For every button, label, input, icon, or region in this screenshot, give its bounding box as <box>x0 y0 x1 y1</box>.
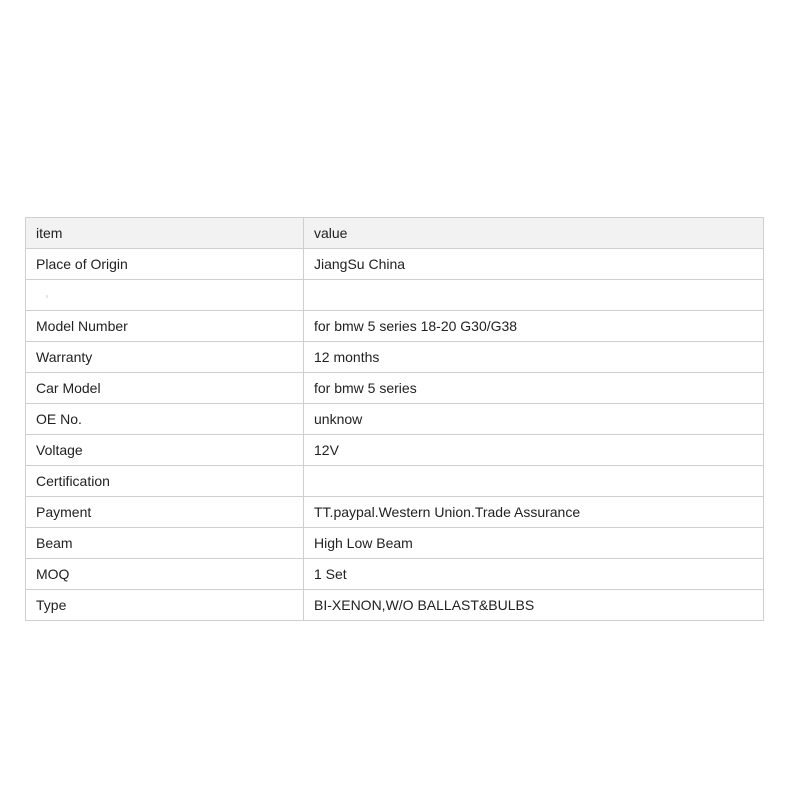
item-cell <box>26 280 304 311</box>
table-row <box>26 590 764 621</box>
value-cell: 1 Set <box>304 559 764 590</box>
faint-mark <box>46 295 48 298</box>
table-row <box>26 373 764 404</box>
table-row <box>26 435 764 466</box>
value-cell: TT.paypal.Western Union.Trade Assurance <box>304 497 764 528</box>
table-row <box>26 497 764 528</box>
item-cell: MOQ <box>26 559 304 590</box>
value-cell: 12 months <box>304 342 764 373</box>
item-cell: Payment <box>26 497 304 528</box>
spec-table <box>25 217 764 621</box>
item-cell: Model Number <box>26 311 304 342</box>
table-row <box>26 559 764 590</box>
table-row <box>26 528 764 559</box>
value-cell <box>304 466 764 497</box>
value-cell: unknow <box>304 404 764 435</box>
item-cell: Beam <box>26 528 304 559</box>
value-cell: JiangSu China <box>304 249 764 280</box>
item-cell: Place of Origin <box>26 249 304 280</box>
item-cell: Certification <box>26 466 304 497</box>
value-cell: for bmw 5 series <box>304 373 764 404</box>
table-header-row <box>26 218 764 249</box>
item-cell: Voltage <box>26 435 304 466</box>
table-row <box>26 404 764 435</box>
header-item-cell: item <box>26 218 304 249</box>
value-cell: for bmw 5 series 18-20 G30/G38 <box>304 311 764 342</box>
item-cell: OE No. <box>26 404 304 435</box>
value-cell: 12V <box>304 435 764 466</box>
table-row <box>26 466 764 497</box>
value-cell <box>304 280 764 311</box>
value-cell: BI-XENON,W/O BALLAST&BULBS <box>304 590 764 621</box>
table-row-blank <box>26 280 764 311</box>
table-row <box>26 342 764 373</box>
value-cell: High Low Beam <box>304 528 764 559</box>
item-cell: Warranty <box>26 342 304 373</box>
header-value-cell: value <box>304 218 764 249</box>
item-cell: Car Model <box>26 373 304 404</box>
table-row <box>26 249 764 280</box>
item-cell: Type <box>26 590 304 621</box>
table-row <box>26 311 764 342</box>
